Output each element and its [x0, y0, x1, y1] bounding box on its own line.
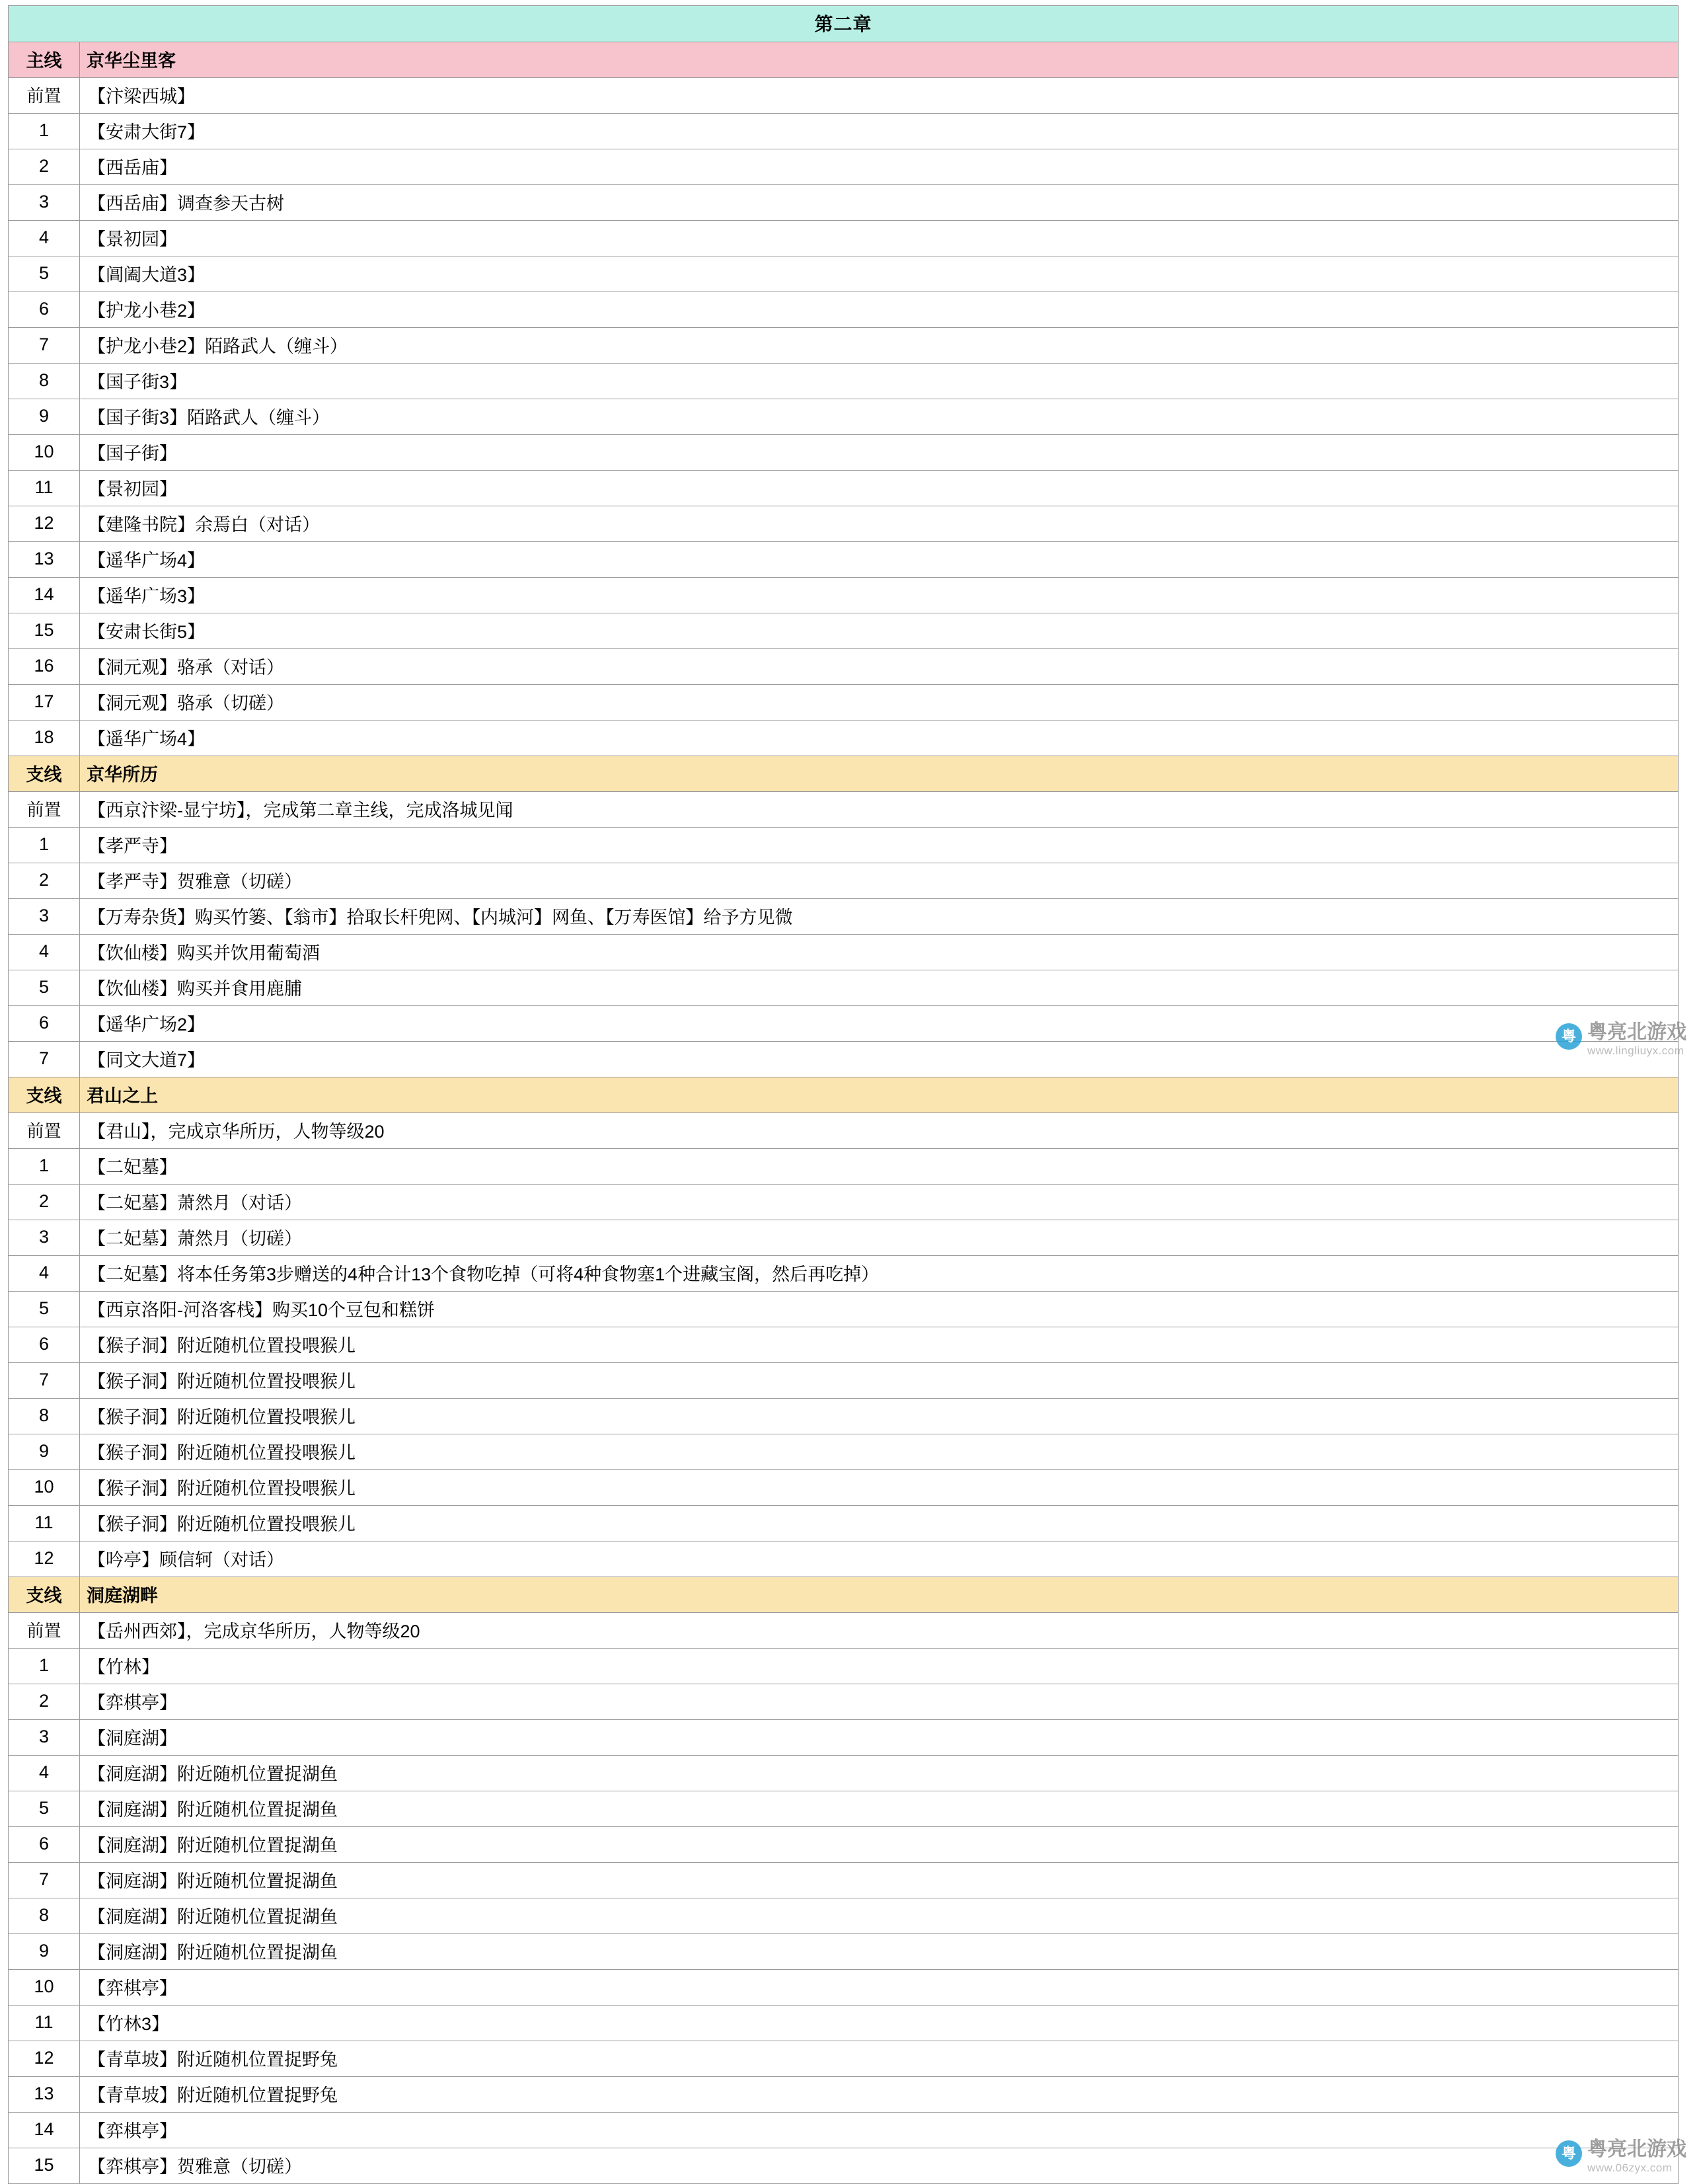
step-number: 4: [9, 1756, 80, 1791]
watermark-bottom-sub: www.06zyx.com: [1587, 2162, 1673, 2174]
step-text: 【安肃大街7】: [80, 114, 1679, 149]
step-row: [9, 613, 1679, 649]
step-number: 3: [9, 185, 80, 221]
step-row: [9, 1399, 1679, 1434]
step-row: [9, 221, 1679, 256]
step-row: [9, 685, 1679, 721]
step-text: 【西京洛阳-河洛客栈】购买10个豆包和糕饼: [80, 1292, 1679, 1327]
step-number: 10: [9, 435, 80, 471]
step-number: 10: [9, 1970, 80, 2006]
step-number: 11: [9, 2006, 80, 2041]
step-row: [9, 1470, 1679, 1506]
step-number: 18: [9, 721, 80, 756]
prerequisite-text: 【汴梁西城】: [80, 78, 1679, 114]
step-row: [9, 2006, 1679, 2041]
step-text: 【猴子洞】附近随机位置投喂猴儿: [80, 1506, 1679, 1541]
step-number: 8: [9, 1898, 80, 1934]
step-number: 12: [9, 506, 80, 542]
step-row: [9, 1042, 1679, 1077]
step-row: [9, 1863, 1679, 1898]
prerequisite-row: [9, 792, 1679, 828]
step-number: 4: [9, 935, 80, 970]
prerequisite-text: 【西京汴梁-显宁坊】，完成第二章主线，完成洛城见闻: [80, 792, 1679, 828]
step-text: 【洞庭湖】附近随机位置捉湖鱼: [80, 1827, 1679, 1863]
section-name: 京华所历: [80, 756, 1679, 792]
step-row: [9, 1970, 1679, 2006]
section-name: 京华尘里客: [80, 42, 1679, 78]
watermark-top-sub: www.lingliuyx.com: [1587, 1044, 1684, 1057]
step-text: 【弈棋亭】: [80, 2113, 1679, 2148]
section-header-row: [9, 42, 1679, 78]
step-text: 【洞庭湖】附近随机位置捉湖鱼: [80, 1791, 1679, 1827]
step-number: 13: [9, 2077, 80, 2113]
step-row: [9, 1684, 1679, 1720]
step-number: 11: [9, 471, 80, 506]
step-text: 【国子街3】: [80, 364, 1679, 399]
step-number: 10: [9, 1470, 80, 1506]
watermark-top-text: 粤亮北游戏: [1587, 1021, 1686, 1043]
step-number: 15: [9, 613, 80, 649]
step-text: 【竹林】: [80, 1649, 1679, 1684]
step-row: [9, 935, 1679, 970]
step-number: 2: [9, 863, 80, 899]
step-row: [9, 2148, 1679, 2184]
section-header-row: [9, 1577, 1679, 1613]
step-text: 【洞庭湖】附近随机位置捉湖鱼: [80, 1898, 1679, 1934]
step-number: 7: [9, 1042, 80, 1077]
step-number: 7: [9, 1363, 80, 1399]
step-number: 4: [9, 221, 80, 256]
step-row: [9, 542, 1679, 578]
section-type-label: 支线: [9, 1077, 80, 1113]
step-row: [9, 292, 1679, 328]
step-row: [9, 256, 1679, 292]
step-text: 【猴子洞】附近随机位置投喂猴儿: [80, 1470, 1679, 1506]
step-text: 【饮仙楼】购买并饮用葡萄酒: [80, 935, 1679, 970]
step-text: 【孝严寺】: [80, 828, 1679, 863]
step-number: 12: [9, 2041, 80, 2077]
step-row: [9, 1649, 1679, 1684]
step-row: [9, 435, 1679, 471]
chapter-title-row: [9, 6, 1679, 42]
guide-sheet: [8, 5, 1679, 2184]
step-row: [9, 1327, 1679, 1363]
step-row: [9, 1220, 1679, 1256]
step-row: [9, 828, 1679, 863]
step-number: 17: [9, 685, 80, 721]
step-number: 9: [9, 1434, 80, 1470]
section-header-row: [9, 1077, 1679, 1113]
step-row: [9, 721, 1679, 756]
step-number: 1: [9, 828, 80, 863]
page-root: [0, 5, 1701, 2184]
step-number: 5: [9, 970, 80, 1006]
step-number: 3: [9, 1220, 80, 1256]
step-text: 【建隆书院】余焉白（对话）: [80, 506, 1679, 542]
step-text: 【青草坡】附近随机位置捉野兔: [80, 2041, 1679, 2077]
step-row: [9, 1506, 1679, 1541]
step-number: 6: [9, 292, 80, 328]
step-number: 1: [9, 114, 80, 149]
step-row: [9, 1898, 1679, 1934]
step-text: 【安肃长街5】: [80, 613, 1679, 649]
step-number: 9: [9, 399, 80, 435]
prerequisite-row: [9, 78, 1679, 114]
step-number: 15: [9, 2148, 80, 2184]
step-text: 【景初园】: [80, 221, 1679, 256]
step-text: 【阊阖大道3】: [80, 256, 1679, 292]
section-name: 洞庭湖畔: [80, 1577, 1679, 1613]
section-type-label: 支线: [9, 756, 80, 792]
step-text: 【国子街】: [80, 435, 1679, 471]
step-number: 2: [9, 1185, 80, 1220]
step-row: [9, 1292, 1679, 1327]
step-text: 【猴子洞】附近随机位置投喂猴儿: [80, 1399, 1679, 1434]
step-number: 3: [9, 899, 80, 935]
prerequisite-label: 前置: [9, 1613, 80, 1649]
step-row: [9, 1541, 1679, 1577]
section-name: 君山之上: [80, 1077, 1679, 1113]
step-number: 1: [9, 1649, 80, 1684]
prerequisite-text: 【岳州西郊】，完成京华所历，人物等级20: [80, 1613, 1679, 1649]
step-text: 【猴子洞】附近随机位置投喂猴儿: [80, 1327, 1679, 1363]
step-number: 6: [9, 1827, 80, 1863]
step-row: [9, 1149, 1679, 1185]
step-number: 3: [9, 1720, 80, 1756]
step-row: [9, 1363, 1679, 1399]
quest-guide-table: [8, 5, 1679, 2184]
step-text: 【二妃墓】萧然月（对话）: [80, 1185, 1679, 1220]
step-row: [9, 364, 1679, 399]
step-text: 【吟亭】顾信轲（对话）: [80, 1541, 1679, 1577]
step-row: [9, 1720, 1679, 1756]
step-text: 【洞庭湖】附近随机位置捉湖鱼: [80, 1863, 1679, 1898]
step-number: 14: [9, 2113, 80, 2148]
step-text: 【洞元观】骆承（切磋）: [80, 685, 1679, 721]
step-row: [9, 1934, 1679, 1970]
step-row: [9, 1791, 1679, 1827]
step-text: 【遥华广场2】: [80, 1006, 1679, 1042]
section-type-label: 主线: [9, 42, 80, 78]
watermark-logo-icon: 粤: [1556, 1023, 1582, 1050]
step-row: [9, 185, 1679, 221]
step-row: [9, 2113, 1679, 2148]
step-number: 11: [9, 1506, 80, 1541]
step-text: 【洞庭湖】附近随机位置捉湖鱼: [80, 1756, 1679, 1791]
step-row: [9, 1827, 1679, 1863]
section-type-label: 支线: [9, 1577, 80, 1613]
step-number: 9: [9, 1934, 80, 1970]
step-row: [9, 1006, 1679, 1042]
step-text: 【护龙小巷2】陌路武人（缠斗）: [80, 328, 1679, 364]
section-header-row: [9, 756, 1679, 792]
step-row: [9, 1185, 1679, 1220]
step-text: 【竹林3】: [80, 2006, 1679, 2041]
step-number: 8: [9, 364, 80, 399]
step-number: 5: [9, 256, 80, 292]
step-row: [9, 149, 1679, 185]
step-text: 【洞庭湖】附近随机位置捉湖鱼: [80, 1934, 1679, 1970]
step-number: 6: [9, 1327, 80, 1363]
watermark-bottom-text: 粤亮北游戏: [1587, 2138, 1686, 2160]
step-text: 【景初园】: [80, 471, 1679, 506]
step-number: 7: [9, 1863, 80, 1898]
step-row: [9, 471, 1679, 506]
step-number: 2: [9, 149, 80, 185]
step-text: 【洞元观】骆承（对话）: [80, 649, 1679, 685]
step-text: 【国子街3】陌路武人（缠斗）: [80, 399, 1679, 435]
step-text: 【遥华广场4】: [80, 542, 1679, 578]
step-number: 13: [9, 542, 80, 578]
step-text: 【同文大道7】: [80, 1042, 1679, 1077]
watermark-logo-icon-bottom: 粤: [1556, 2140, 1582, 2167]
step-number: 2: [9, 1684, 80, 1720]
step-text: 【二妃墓】: [80, 1149, 1679, 1185]
step-number: 5: [9, 1791, 80, 1827]
step-text: 【洞庭湖】: [80, 1720, 1679, 1756]
step-text: 【二妃墓】萧然月（切磋）: [80, 1220, 1679, 1256]
step-text: 【遥华广场3】: [80, 578, 1679, 613]
step-number: 6: [9, 1006, 80, 1042]
prerequisite-row: [9, 1613, 1679, 1649]
step-text: 【护龙小巷2】: [80, 292, 1679, 328]
step-row: [9, 399, 1679, 435]
step-row: [9, 1434, 1679, 1470]
step-text: 【弈棋亭】: [80, 1970, 1679, 2006]
chapter-title: 第二章: [9, 6, 1679, 42]
step-number: 5: [9, 1292, 80, 1327]
step-row: [9, 1756, 1679, 1791]
step-row: [9, 2041, 1679, 2077]
step-text: 【二妃墓】将本任务第3步赠送的4种合计13个食物吃掉（可将4种食物塞1个进藏宝阁，然后再吃掉）: [80, 1256, 1679, 1292]
step-text: 【弈棋亭】贺雅意（切磋）: [80, 2148, 1679, 2184]
step-text: 【万寿杂货】购买竹篓、【翁市】拾取长杆兜网、【内城河】网鱼、【万寿医馆】给予方见微: [80, 899, 1679, 935]
step-number: 14: [9, 578, 80, 613]
step-row: [9, 2077, 1679, 2113]
step-text: 【猴子洞】附近随机位置投喂猴儿: [80, 1434, 1679, 1470]
step-number: 4: [9, 1256, 80, 1292]
step-row: [9, 1256, 1679, 1292]
step-number: 7: [9, 328, 80, 364]
step-row: [9, 328, 1679, 364]
step-row: [9, 899, 1679, 935]
step-number: 16: [9, 649, 80, 685]
step-text: 【遥华广场4】: [80, 721, 1679, 756]
step-row: [9, 649, 1679, 685]
step-row: [9, 578, 1679, 613]
step-row: [9, 114, 1679, 149]
step-number: 1: [9, 1149, 80, 1185]
step-number: 12: [9, 1541, 80, 1577]
prerequisite-label: 前置: [9, 792, 80, 828]
step-row: [9, 506, 1679, 542]
step-text: 【饮仙楼】购买并食用鹿脯: [80, 970, 1679, 1006]
step-text: 【猴子洞】附近随机位置投喂猴儿: [80, 1363, 1679, 1399]
step-row: [9, 970, 1679, 1006]
step-row: [9, 863, 1679, 899]
step-text: 【孝严寺】贺雅意（切磋）: [80, 863, 1679, 899]
step-text: 【西岳庙】调查参天古树: [80, 185, 1679, 221]
prerequisite-text: 【君山】，完成京华所历，人物等级20: [80, 1113, 1679, 1149]
step-text: 【西岳庙】: [80, 149, 1679, 185]
step-number: 8: [9, 1399, 80, 1434]
prerequisite-label: 前置: [9, 1113, 80, 1149]
step-text: 【弈棋亭】: [80, 1684, 1679, 1720]
prerequisite-row: [9, 1113, 1679, 1149]
prerequisite-label: 前置: [9, 78, 80, 114]
step-text: 【青草坡】附近随机位置捉野兔: [80, 2077, 1679, 2113]
